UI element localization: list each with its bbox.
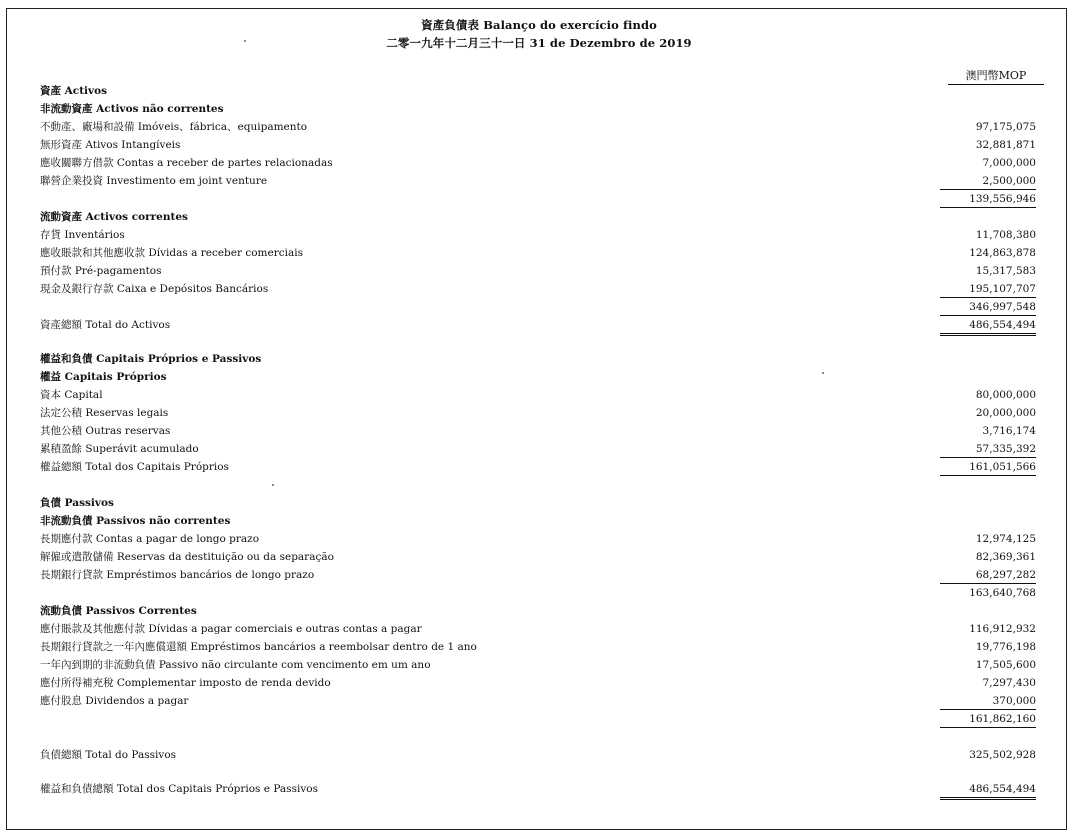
line-item-label: 聯營企業投資 Investimento em joint venture — [40, 175, 268, 187]
line-item-label: 應付賬款及其他應付款 Dívidas a pagar comerciais e outras contas a pagar — [40, 623, 422, 635]
line-item-amount: 80,000,000 — [975, 389, 1036, 401]
line-item-label: 累積盈餘 Superávit acumulado — [40, 443, 199, 455]
section-heading: 權益 Capitais Próprios — [40, 371, 167, 383]
line-item-amount: 2,500,000 — [940, 173, 1036, 190]
section-heading: 負債 Passivos — [40, 497, 114, 509]
line-item-amount: 486,554,494 — [940, 317, 1036, 336]
line-item-row — [40, 441, 1044, 457]
section-heading-row — [40, 513, 1044, 529]
line-item-row — [40, 191, 1044, 207]
currency-header: 澳門幣MOP — [948, 67, 1044, 85]
line-item-amount: 20,000,000 — [975, 407, 1036, 419]
line-item-amount: 325,502,928 — [969, 749, 1036, 761]
line-item-amount: 15,317,583 — [975, 265, 1036, 277]
line-item-amount: 124,863,878 — [969, 247, 1036, 259]
line-item-amount: 82,369,361 — [975, 551, 1036, 563]
line-item-row — [40, 675, 1044, 691]
line-item-row — [40, 693, 1044, 709]
line-item-row — [40, 531, 1044, 547]
line-item-label: 法定公積 Reservas legais — [40, 407, 169, 419]
line-item-amount: 161,862,160 — [940, 711, 1036, 728]
line-item-row — [40, 299, 1044, 315]
line-item-label: 預付款 Pré-pagamentos — [40, 265, 162, 277]
line-item-amount: 195,107,707 — [940, 281, 1036, 298]
line-item-amount: 32,881,871 — [975, 139, 1036, 151]
line-item-label: 資產總額 Total do Activos — [40, 319, 171, 331]
section-heading: 非流動負債 Passivos não correntes — [40, 515, 231, 527]
line-item-row — [40, 657, 1044, 673]
line-item-label: 應收關聯方借款 Contas a receber de partes relacionadas — [40, 157, 333, 169]
line-item-amount: 7,000,000 — [982, 157, 1036, 169]
line-item-amount: 486,554,494 — [940, 781, 1036, 800]
line-item-row — [40, 423, 1044, 439]
line-item-label: 解僱或遣散儲備 Reservas da destituição ou da separação — [40, 551, 334, 563]
line-item-label: 無形資產 Ativos Intangíveis — [40, 139, 181, 151]
line-item-amount: 97,175,075 — [975, 121, 1036, 133]
section-heading: 非流動資產 Activos não correntes — [40, 103, 224, 115]
line-item-row — [40, 585, 1044, 601]
line-item-row — [40, 405, 1044, 421]
line-item-amount: 370,000 — [940, 693, 1036, 710]
section-heading-row — [40, 369, 1044, 385]
line-item-label: 現金及銀行存款 Caixa e Depósitos Bancários — [40, 283, 269, 295]
line-item-row — [40, 621, 1044, 637]
line-item-row — [40, 137, 1044, 153]
section-heading: 流動資產 Activos correntes — [40, 211, 188, 223]
section-heading: 資產 Activos — [40, 85, 108, 97]
scan-speck — [272, 484, 274, 486]
line-item-label: 應收賬款和其他應收款 Dívidas a receber comerciais — [40, 247, 303, 259]
line-item-row — [40, 173, 1044, 189]
line-item-amount: 3,716,174 — [982, 425, 1036, 437]
line-item-amount: 57,335,392 — [940, 441, 1036, 458]
line-item-label: 應付股息 Dividendos a pagar — [40, 695, 189, 707]
line-item-amount: 19,776,198 — [975, 641, 1036, 653]
line-item-row — [40, 747, 1044, 763]
scan-speck — [244, 40, 246, 42]
line-item-amount: 116,912,932 — [969, 623, 1036, 635]
line-item-row — [40, 459, 1044, 475]
report-date: 二零一九年十二月三十一日 31 de Dezembro de 2019 — [386, 36, 692, 50]
line-item-amount: 68,297,282 — [940, 567, 1036, 584]
section-heading: 流動負債 Passivos Correntes — [40, 605, 197, 617]
line-item-row — [40, 245, 1044, 261]
line-item-row — [40, 119, 1044, 135]
line-item-amount: 11,708,380 — [975, 229, 1036, 241]
line-item-label: 應付所得補充稅 Complementar imposto de renda devido — [40, 677, 331, 689]
line-item-label: 長期銀行貸款 Empréstimos bancários de longo prazo — [40, 569, 315, 581]
line-item-label: 長期銀行貸款之一年內應償還額 Empréstimos bancários a reembolsar dentro de 1 ano — [40, 641, 477, 653]
line-item-row — [40, 263, 1044, 279]
line-item-label: 資本 Capital — [40, 389, 103, 401]
section-heading-row — [40, 209, 1044, 225]
line-item-amount: 161,051,566 — [940, 459, 1036, 476]
line-item-amount: 346,997,548 — [940, 299, 1036, 316]
line-item-row — [40, 317, 1044, 333]
line-item-label: 負債總額 Total do Passivos — [40, 749, 177, 761]
section-heading-row — [40, 495, 1044, 511]
line-item-label: 不動產、廠場和設備 Imóveis、fábrica、equipamento — [40, 121, 308, 133]
line-item-amount: 17,505,600 — [975, 659, 1036, 671]
section-heading-row — [40, 603, 1044, 619]
line-item-label: 存貨 Inventários — [40, 229, 125, 241]
section-heading: 權益和負債 Capitais Próprios e Passivos — [40, 353, 262, 365]
line-item-row — [40, 549, 1044, 565]
line-item-amount: 7,297,430 — [982, 677, 1036, 689]
report-title: 資產負債表 Balanço do exercício findo — [421, 18, 657, 32]
line-item-row — [40, 281, 1044, 297]
line-item-row — [40, 227, 1044, 243]
line-item-row — [40, 387, 1044, 403]
section-heading-row — [40, 101, 1044, 117]
section-heading-row — [40, 83, 1044, 99]
line-item-label: 長期應付款 Contas a pagar de longo prazo — [40, 533, 260, 545]
line-item-row — [40, 155, 1044, 171]
line-item-label: 一年內到期的非流動負債 Passivo não circulante com vencimento em um ano — [40, 659, 431, 671]
line-item-label: 權益和負債總額 Total dos Capitais Próprios e Passivos — [40, 783, 318, 795]
line-item-row — [40, 711, 1044, 727]
line-item-row — [40, 781, 1044, 797]
line-item-label: 權益總額 Total dos Capitais Próprios — [40, 461, 229, 473]
line-item-row — [40, 567, 1044, 583]
line-item-amount: 12,974,125 — [975, 533, 1036, 545]
line-item-amount: 139,556,946 — [940, 191, 1036, 208]
line-item-row — [40, 639, 1044, 655]
line-item-amount: 163,640,768 — [969, 587, 1036, 599]
section-heading-row — [40, 351, 1044, 367]
line-item-label: 其他公積 Outras reservas — [40, 425, 171, 437]
